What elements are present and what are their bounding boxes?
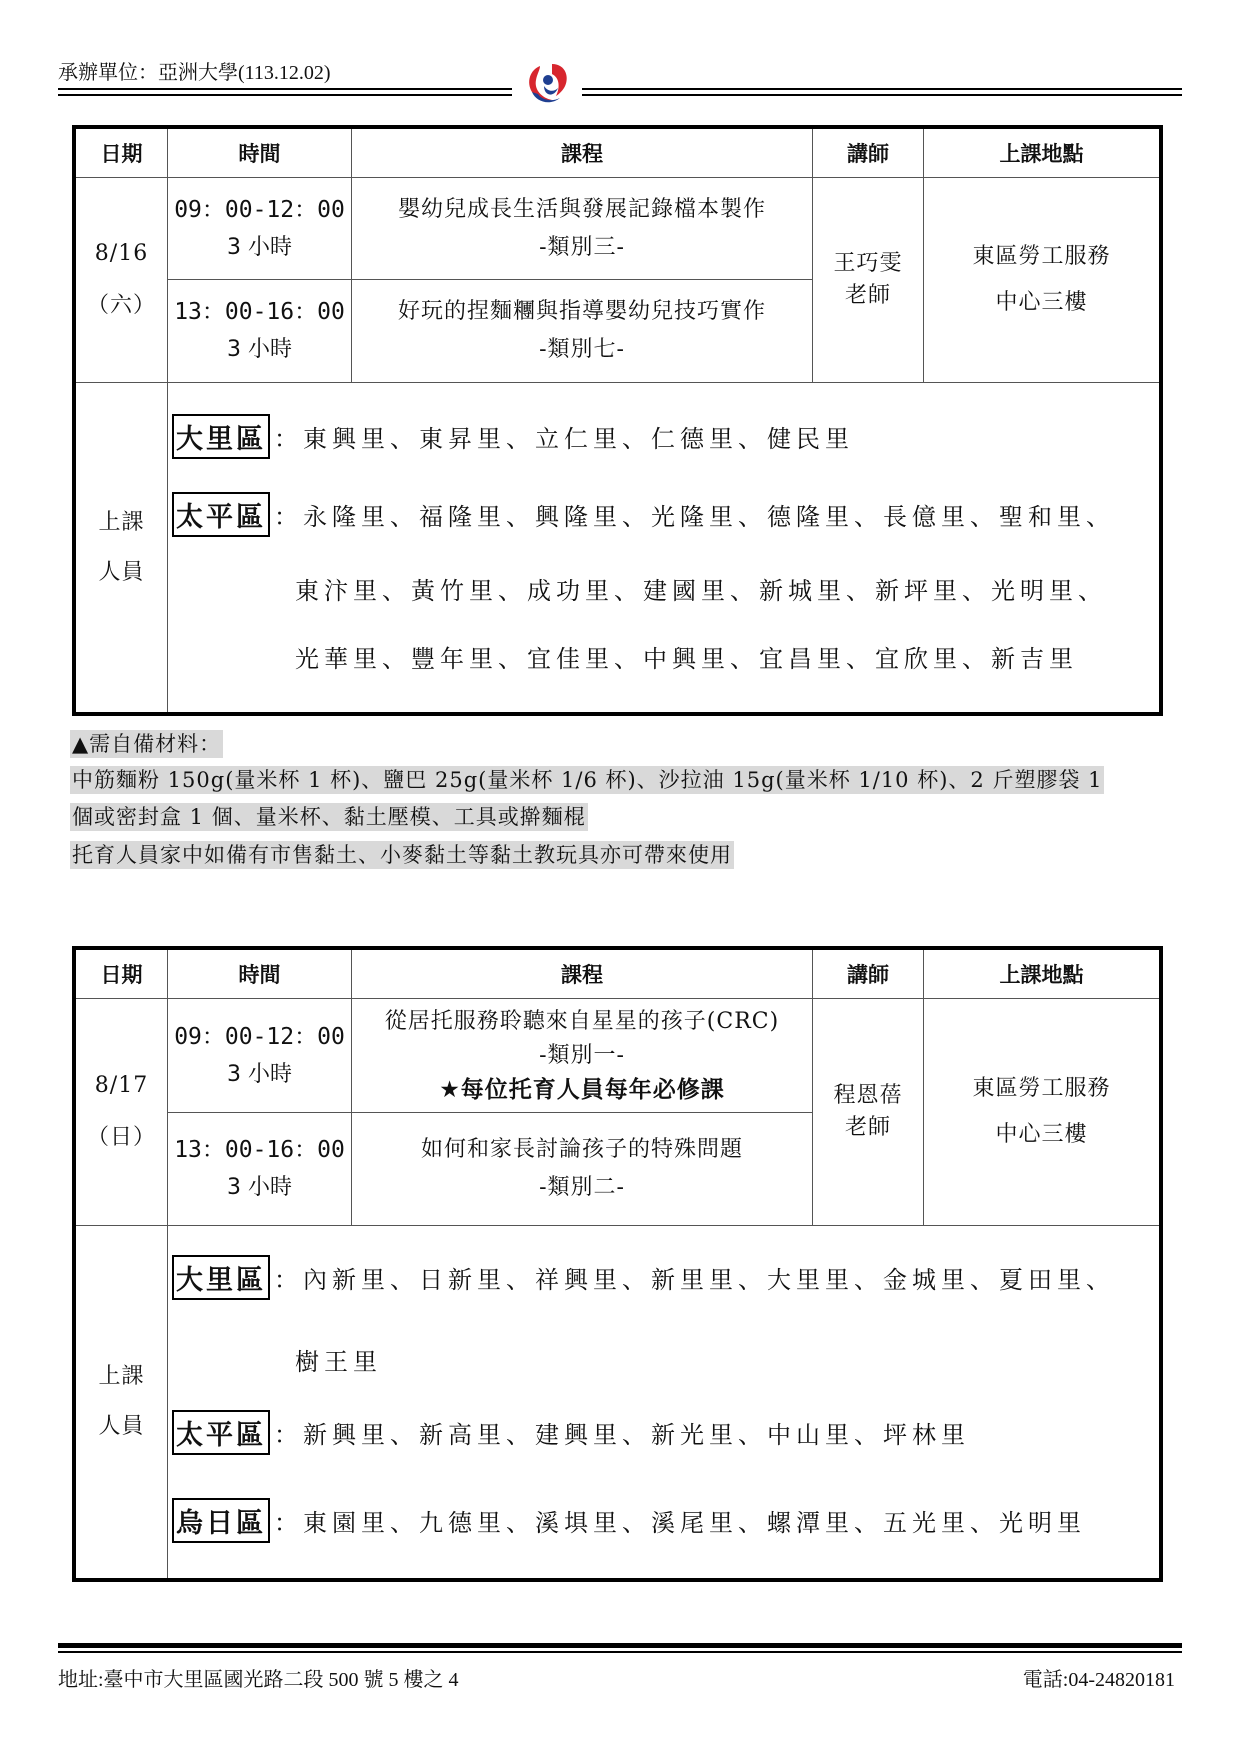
footer-rule-thick — [58, 1643, 1182, 1648]
duration: 3 小時 — [227, 234, 292, 260]
district-label: 太平區 — [172, 1410, 270, 1455]
header-time: 時間 — [238, 142, 281, 166]
organizer-text: 承辦單位：亞洲大學(113.12.02) — [58, 62, 331, 84]
weekday-value: （日） — [86, 1125, 156, 1150]
time-range: 09：00-12：00 — [174, 196, 345, 223]
duration: 3 小時 — [227, 1061, 292, 1087]
date-value: 8/17 — [94, 1073, 149, 1098]
area-row-taiping — [172, 492, 1115, 537]
materials-line-3 — [70, 839, 734, 869]
header-location: 上課地點 — [999, 963, 1084, 987]
session-2-time — [168, 280, 351, 382]
schedule-table-2 — [72, 946, 1163, 1582]
area-row-dali — [172, 414, 854, 459]
area-row-dali — [172, 1255, 1115, 1300]
teacher-name: 程恩蓓 — [833, 1083, 903, 1108]
materials-line-1-text: 中筋麵粉 150g(量米杯 1 杯)、鹽巴 25g(量米杯 1/6 杯)、沙拉油 15g(量米杯 1/10 杯)、2 斤塑膠袋 1 — [72, 768, 1103, 792]
header-teacher: 講師 — [847, 142, 889, 166]
course-category: -類別三- — [539, 234, 625, 260]
session-date — [76, 178, 167, 382]
materials-line-2-text: 個或密封盒 1 個、量米杯、黏土壓模、工具或擀麵棍 — [72, 805, 586, 829]
duration: 3 小時 — [227, 337, 292, 362]
materials-line-2 — [70, 801, 588, 831]
time-range: 09：00-12：00 — [174, 1023, 345, 1050]
duration: 3 小時 — [227, 1175, 292, 1200]
materials-title-text: ▲需自備材料： — [72, 732, 222, 756]
date-value: 8/16 — [94, 241, 149, 266]
location-cell — [924, 178, 1159, 382]
village-list: ：東園里、九德里、溪埧里、溪尾里、螺潭里、五光里、光明里 — [274, 1509, 1086, 1537]
course-category: -類別二- — [539, 1175, 625, 1200]
village-list: ：東興里、東昇里、立仁里、仁德里、健民里 — [274, 425, 854, 453]
teacher-cell — [813, 178, 923, 382]
materials-title — [70, 728, 223, 758]
header-location: 上課地點 — [999, 142, 1084, 166]
village-list-continued: 光華里、豐年里、宜佳里、中興里、宜昌里、宜欣里、新吉里 — [295, 645, 1078, 673]
header-date: 日期 — [100, 963, 143, 987]
footer-phone: 電話:04-24820181 — [1022, 1669, 1175, 1691]
header-course: 課程 — [561, 963, 603, 987]
attendees-label — [76, 383, 167, 712]
course-title: 從居托服務聆聽來自星星的孩子(CRC) — [384, 1008, 780, 1034]
course-title: 嬰幼兒成長生活與發展記錄檔本製作 — [397, 196, 766, 222]
attendees-label-line-1: 上課 — [98, 509, 145, 535]
header-course: 課程 — [561, 142, 603, 166]
location-line-1: 東區勞工服務 — [972, 1076, 1111, 1101]
materials-line-1 — [70, 764, 1104, 794]
attendees-label-line-2: 人員 — [98, 1414, 145, 1439]
teacher-title: 老師 — [844, 283, 891, 308]
village-list: ：永隆里、福隆里、興隆里、光隆里、德隆里、長億里、聖和里、 — [274, 503, 1115, 531]
footer-rule-thin — [58, 1651, 1182, 1653]
location-cell — [924, 999, 1159, 1225]
location-line-1: 東區勞工服務 — [972, 244, 1111, 269]
attendees-label-line-1: 上課 — [98, 1364, 145, 1389]
area-row-taiping — [172, 1410, 970, 1455]
village-list: ：內新里、日新里、祥興里、新里里、大里里、金城里、夏田里、 — [274, 1266, 1115, 1294]
session-date — [76, 999, 167, 1225]
district-label: 大里區 — [172, 1255, 270, 1300]
session-1-time — [168, 178, 351, 279]
district-label: 太平區 — [172, 492, 270, 537]
time-range: 13：00-16：00 — [174, 1137, 345, 1163]
header-time: 時間 — [238, 963, 281, 987]
session-1-time — [168, 999, 351, 1112]
required-course-note: ★每位托育人員每年必修課 — [439, 1076, 725, 1103]
header-date: 日期 — [100, 142, 143, 166]
weekday-value: （六） — [86, 293, 156, 318]
session-2-course — [352, 1113, 812, 1225]
course-title: 如何和家長討論孩子的特殊問題 — [420, 1137, 743, 1162]
header-rule-right-2 — [582, 94, 1182, 96]
course-title: 好玩的捏麵糰與指導嬰幼兒技巧實作 — [397, 299, 766, 324]
time-range: 13：00-16：00 — [174, 299, 345, 325]
district-label: 大里區 — [172, 414, 270, 459]
teacher-title: 老師 — [844, 1115, 891, 1140]
course-category: -類別一- — [539, 1042, 625, 1068]
session-2-time — [168, 1113, 351, 1225]
teacher-name: 王巧雯 — [833, 251, 903, 276]
village-list: ：新興里、新高里、建興里、新光里、中山里、坪林里 — [274, 1421, 970, 1449]
asia-university-logo-icon — [522, 58, 572, 108]
attendees-label-line-2: 人員 — [98, 559, 145, 585]
village-list-continued: 東汴里、黃竹里、成功里、建國里、新城里、新坪里、光明里、 — [295, 577, 1107, 605]
village-list-continued: 樹王里 — [295, 1348, 382, 1376]
header-teacher: 講師 — [847, 963, 889, 987]
session-1-course — [352, 999, 812, 1112]
header-rule-right — [582, 88, 1182, 90]
district-label: 烏日區 — [172, 1498, 270, 1543]
area-row-wuri — [172, 1498, 1086, 1543]
location-line-2: 中心三樓 — [995, 290, 1088, 315]
location-line-2: 中心三樓 — [995, 1122, 1088, 1147]
header-rule-left-2 — [58, 94, 512, 96]
teacher-cell — [813, 999, 923, 1225]
session-2-course — [352, 280, 812, 382]
footer-address: 地址:臺中市大里區國光路二段 500 號 5 樓之 4 — [58, 1669, 459, 1691]
session-1-course — [352, 178, 812, 279]
attendees-label — [76, 1226, 167, 1578]
header-rule-left — [58, 88, 512, 90]
course-category: -類別七- — [539, 337, 625, 362]
schedule-table-1 — [72, 125, 1163, 716]
materials-line-3-text: 托育人員家中如備有市售黏土、小麥黏土等黏土教玩具亦可帶來使用 — [72, 843, 732, 867]
